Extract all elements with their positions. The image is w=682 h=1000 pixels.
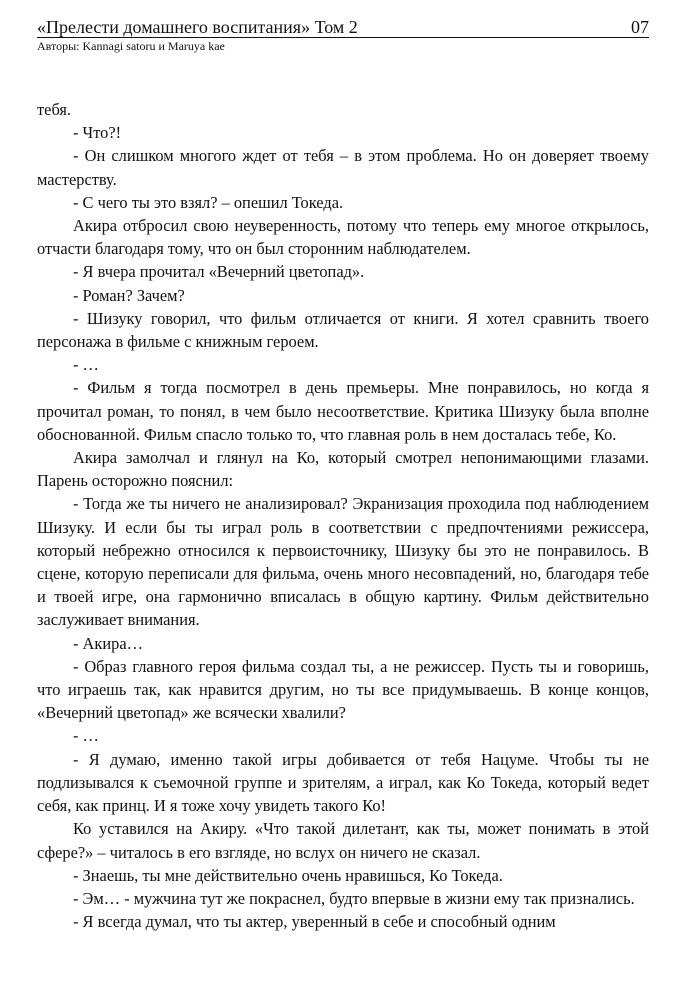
body-text — [37, 98, 649, 933]
paragraph: Акира замолчал и глянул на Ко, который смотрел непонимающими глазами. Парень осторожно пояснил: — [37, 448, 649, 491]
paragraph: Ко уставился на Акиру. «Что такой дилетант, как ты, может понимать в этой сфере?» – читалось в его взгляде, но вслух он ничего не сказал. — [37, 819, 649, 862]
paragraph: Акира отбросил свою неуверенность, потому что теперь ему многое открылось, отчасти благодаря тому, что он был сторонним наблюдателем. — [37, 216, 649, 259]
paragraph: - Шизуку говорил, что фильм отличается от книги. Я хотел сравнить твоего персонажа в фильме с книжным героем. — [37, 308, 649, 352]
paragraph: - Знаешь, ты мне действительно очень нравишься, Ко Токеда. — [73, 865, 503, 885]
paragraph: - … — [73, 726, 99, 746]
paragraph: - Тогда же ты ничего не анализировал? Экранизация проходила под наблюдением Шизуку. И если бы ты играл роль в соответствии с предпочтениями режиссера, который небрежно относился к первоисточнику, Шизуку бы это не понравилось. В сцене, которую переписали для фильма, очень много несовпадений, но, благодаря тебе и твоей игре, она гармонично вписалась в общую картину. Фильм действительно заслуживает внимания. — [37, 494, 649, 630]
paragraph: - Я вчера прочитал «Вечерний цветопад». — [73, 262, 365, 282]
page-header — [37, 16, 657, 56]
book-title: «Прелести домашнего воспитания» Том 2 — [37, 17, 358, 37]
paragraph: - Я всегда думал, что ты актер, уверенный в себе и способный одним — [73, 912, 556, 932]
paragraph: - Эм… - мужчина тут же покраснел, будто впервые в жизни ему так признались. — [73, 888, 635, 908]
paragraph: - Фильм я тогда посмотрел в день премьеры. Мне понравилось, но когда я прочитал роман, то понял, в чем было несоответствие. Критика Шизуку была вполне обоснованной. Фильм спасло только то, что главная роль в нем досталась тебе, Ко. — [37, 378, 649, 444]
paragraph: - … — [73, 355, 99, 375]
paragraph: - Что?! — [73, 123, 122, 143]
paragraph: тебя. — [37, 100, 72, 119]
paragraph: - Образ главного героя фильма создал ты, а не режиссер. Пусть ты и говоришь, что играешь так, как нравится другим, но ты все придумываешь. В конце концов, «Вечерний цветопад» же всячески хвалили? — [37, 656, 649, 723]
authors-line: Авторы: Kannagi satoru и Maruya kae — [37, 39, 225, 53]
paragraph: - Я думаю, именно такой игры добивается от тебя Нацуме. Чтобы ты не подлизывался к съемочной группе и зрителям, а играл, как Ко Токеда, который ведет себя, как принц. И я тоже хочу увидеть такого Ко! — [37, 749, 649, 816]
page-number: 07 — [631, 17, 649, 37]
paragraph: - Акира… — [73, 633, 143, 653]
paragraph: - Он слишком многого ждет от тебя – в этом проблема. Но он доверяет твоему мастерству. — [37, 146, 649, 189]
paragraph: - С чего ты это взял? – опешил Токеда. — [73, 192, 344, 212]
paragraph: - Роман? Зачем? — [73, 285, 185, 305]
